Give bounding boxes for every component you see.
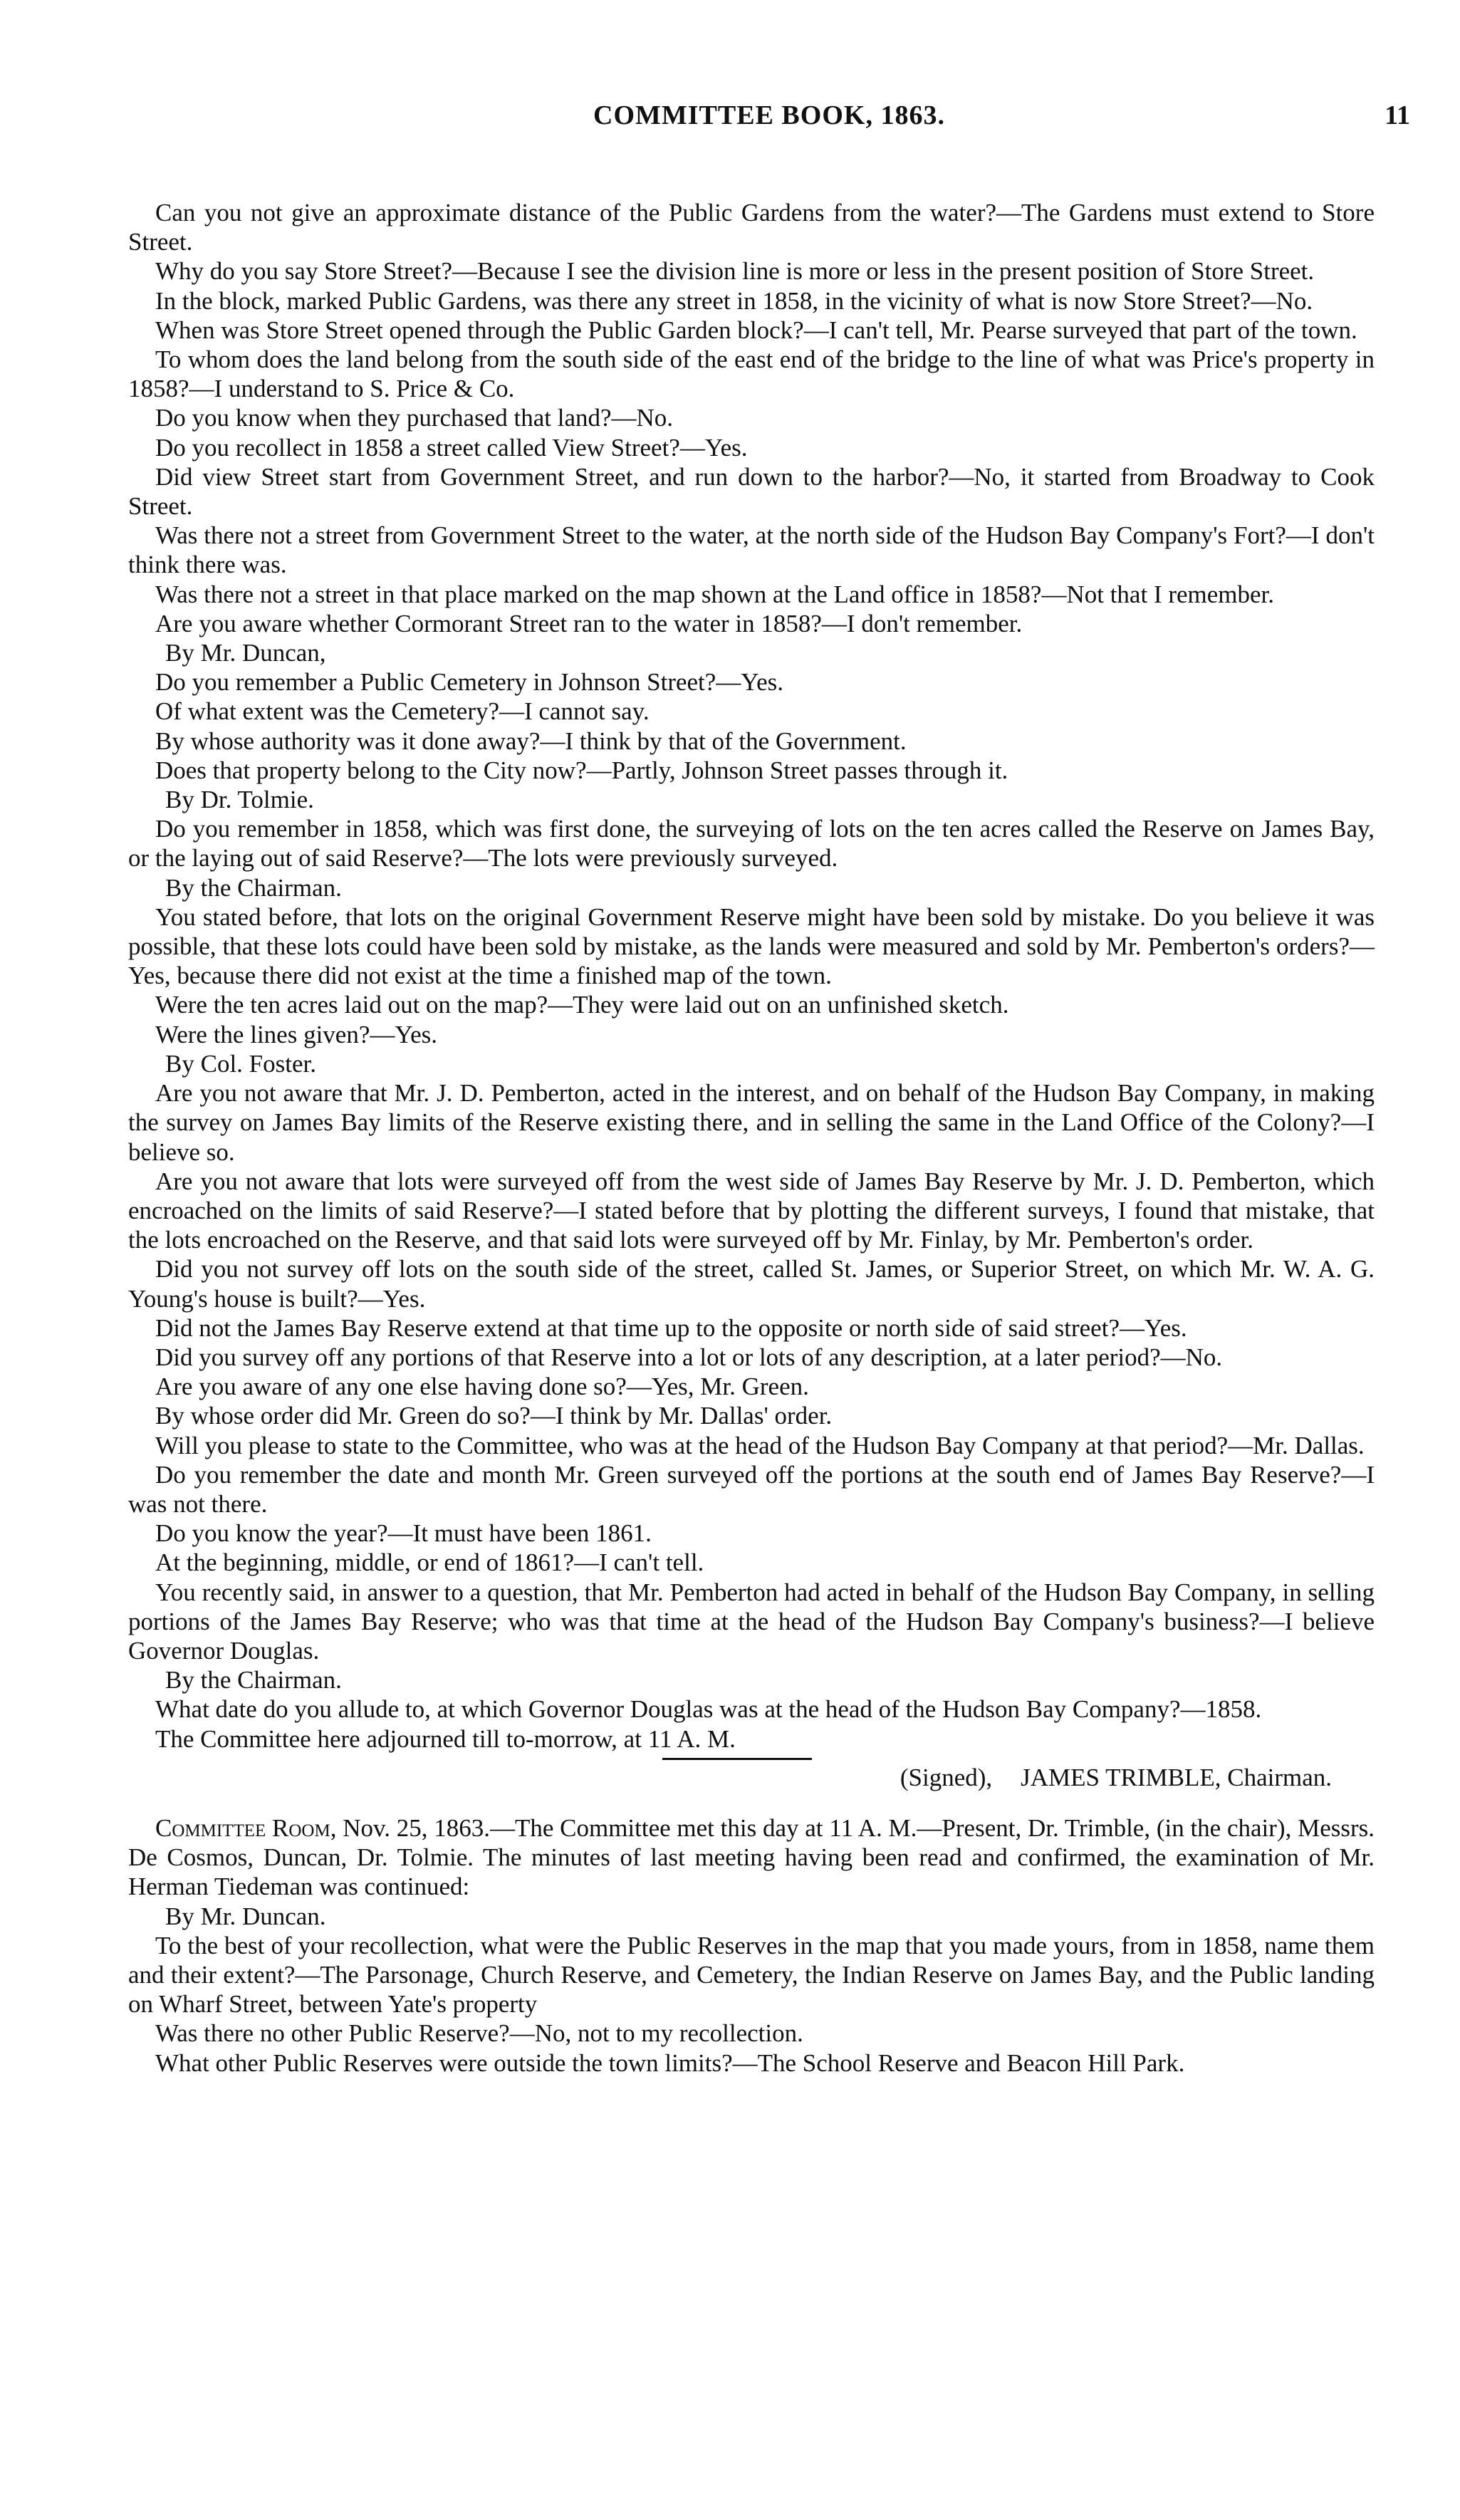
testimony-paragraph: Were the lines given?—Yes. xyxy=(155,1020,438,1048)
testimony-paragraph: Was there no other Public Reserve?—No, not to my recollection. xyxy=(155,2019,803,2048)
testimony-paragraph: In the block, marked Public Gardens, was there any street in 1858, in the vicinity of what is now Store Street?—No. xyxy=(155,286,1313,315)
testimony-paragraph: To whom does the land belong from the south side of the east end of the bridge to the line of what was Price's property in 1858?—I understand to S. Price & Co. xyxy=(128,345,1375,403)
testimony-paragraph: Of what extent was the Cemetery?—I cannot say. xyxy=(155,697,650,726)
examiner-attribution: By Dr. Tolmie. xyxy=(165,786,314,814)
examiner-attribution: By Col. Foster. xyxy=(165,1049,316,1078)
page-number: 11 xyxy=(1385,100,1410,130)
examiner-attribution: By the Chairman. xyxy=(165,1666,342,1694)
testimony-paragraph: Will you please to state to the Committee, who was at the head of the Hudson Bay Company at that period?—Mr. Dallas. xyxy=(155,1431,1365,1459)
examiner-attribution: By the Chairman. xyxy=(165,873,342,902)
testimony-paragraph: Can you not give an approximate distance of the Public Gardens from the water?—The Gardens must extend to Store Street. xyxy=(128,199,1375,256)
testimony-paragraph: By whose authority was it done away?—I think by that of the Government. xyxy=(155,727,907,755)
testimony-paragraph: What date do you allude to, at which Governor Douglas was at the head of the Hudson Bay Company?—1858. xyxy=(155,1695,1262,1724)
testimony-paragraph: Do you remember a Public Cemetery in Johnson Street?—Yes. xyxy=(155,668,783,697)
session-room-label: Committee Room, xyxy=(155,1813,337,1842)
testimony-paragraph: At the beginning, middle, or end of 1861?—I can't tell. xyxy=(155,1548,704,1577)
examiner-attribution: By Mr. Duncan. xyxy=(165,1902,326,1930)
testimony-paragraph: Does that property belong to the City now?—Partly, Johnson Street passes through it. xyxy=(155,756,1008,784)
testimony-paragraph: Why do you say Store Street?—Because I see the division line is more or less in the present position of Store Street. xyxy=(155,257,1315,286)
testimony-paragraph: Do you know the year?—It must have been 1861. xyxy=(155,1519,652,1548)
testimony-paragraph: Did you not survey off lots on the south side of the street, called St. James, or Superior Street, on which Mr. W. A. G. Young's house is built?—Yes. xyxy=(128,1255,1375,1313)
examiner-attribution: By Mr. Duncan, xyxy=(165,639,326,667)
testimony-paragraph: The Committee here adjourned till to-morrow, at 11 A. M. xyxy=(155,1724,736,1753)
testimony-paragraph: Was there not a street from Government Street to the water, at the north side of the Hudson Bay Company's Fort?—I don't think there was. xyxy=(128,521,1375,579)
testimony-paragraph: Do you know when they purchased that land?—No. xyxy=(155,404,674,432)
running-title: COMMITTEE BOOK, 1863. xyxy=(593,100,945,130)
session-text: Nov. 25, 1863.—The Committee met this day at 11 A. M.—Present, Dr. Trimble, (in the chair), Messrs. De Cosmos, Duncan, Dr. Tolmie. The minutes of last meeting having been read and confirmed, the examination of Mr. Herman Tiedeman was continued: xyxy=(128,1813,1375,1901)
running-head xyxy=(128,100,1410,142)
testimony-paragraph: Are you aware of any one else having done so?—Yes, Mr. Green. xyxy=(155,1373,809,1401)
testimony-paragraph: To the best of your recollection, what were the Public Reserves in the map that you made yours, from in 1858, name them and their extent?—The Parsonage, Church Reserve, and Cemetery, the Indian Reserve on James Bay, and the Public landing on Wharf Street, between Yate's property xyxy=(128,1931,1375,2019)
testimony-paragraph: Do you remember in 1858, which was first done, the surveying of lots on the ten acres called the Reserve on James Bay, or the laying out of said Reserve?—The lots were previously surveyed. xyxy=(128,815,1375,873)
body-text xyxy=(128,198,1375,2078)
signature-rule xyxy=(662,1758,812,1760)
testimony-paragraph: Do you recollect in 1858 a street called View Street?—Yes. xyxy=(155,433,748,462)
session-paragraph xyxy=(128,1813,1375,1902)
testimony-paragraph: Did not the James Bay Reserve extend at that time up to the opposite or north side of said street?—Yes. xyxy=(155,1313,1187,1342)
testimony-part-1 xyxy=(128,198,1375,1754)
testimony-paragraph: Are you not aware that lots were surveyed off from the west side of James Bay Reserve by Mr. J. D. Pemberton, which encroached on the limits of said Reserve?—I stated before that by plotting the different surveys, I found that mistake, that the lots encroached on the Reserve, and that said lots were surveyed off by Mr. Finlay, by Mr. Pemberton's order. xyxy=(128,1167,1375,1254)
testimony-paragraph: Are you not aware that Mr. J. D. Pemberton, acted in the interest, and on behalf of the Hudson Bay Company, in making the survey on James Bay limits of the Reserve existing there, and in selling the same in the Land Office of the Colony?—I believe so. xyxy=(128,1079,1375,1166)
testimony-paragraph: Did you survey off any portions of that Reserve into a lot or lots of any description, at a later period?—No. xyxy=(155,1343,1223,1371)
testimony-paragraph: Did view Street start from Government Street, and run down to the harbor?—No, it started from Broadway to Cook Street. xyxy=(128,462,1375,521)
testimony-paragraph: When was Store Street opened through the Public Garden block?—I can't tell, Mr. Pearse surveyed that part of the town. xyxy=(155,316,1357,344)
chairman-signature: JAMES TRIMBLE, Chairman. xyxy=(1021,1763,1332,1791)
testimony-paragraph: Were the ten acres laid out on the map?—They were laid out on an unfinished sketch. xyxy=(155,991,1009,1019)
testimony-paragraph: By whose order did Mr. Green do so?—I think by Mr. Dallas' order. xyxy=(155,1402,833,1430)
signature-line xyxy=(128,1763,1375,1792)
testimony-paragraph: Do you remember the date and month Mr. Green surveyed off the portions at the south end of James Bay Reserve?—I was not there. xyxy=(128,1460,1375,1518)
testimony-part-2 xyxy=(128,1902,1375,2078)
testimony-paragraph: You recently said, in answer to a question, that Mr. Pemberton had acted in behalf of the Hudson Bay Company, in selling portions of the James Bay Reserve; who was that time at the head of the Hudson Bay Company's business?—I believe Governor Douglas. xyxy=(128,1578,1375,1665)
signed-label: (Signed), xyxy=(900,1763,993,1791)
testimony-paragraph: Was there not a street in that place marked on the map shown at the Land office in 1858?—Not that I remember. xyxy=(155,580,1275,608)
testimony-paragraph: Are you aware whether Cormorant Street ran to the water in 1858?—I don't remember. xyxy=(155,609,1023,637)
testimony-paragraph: What other Public Reserves were outside the town limits?—The School Reserve and Beacon Hill Park. xyxy=(155,2048,1185,2077)
testimony-paragraph: You stated before, that lots on the original Government Reserve might have been sold by mistake. Do you believe it was possible, that these lots could have been sold by mistake, as the lands were measured and sold by Mr. Pemberton's orders?—Yes, because there did not exist at the time a finished map of the town. xyxy=(128,902,1375,990)
